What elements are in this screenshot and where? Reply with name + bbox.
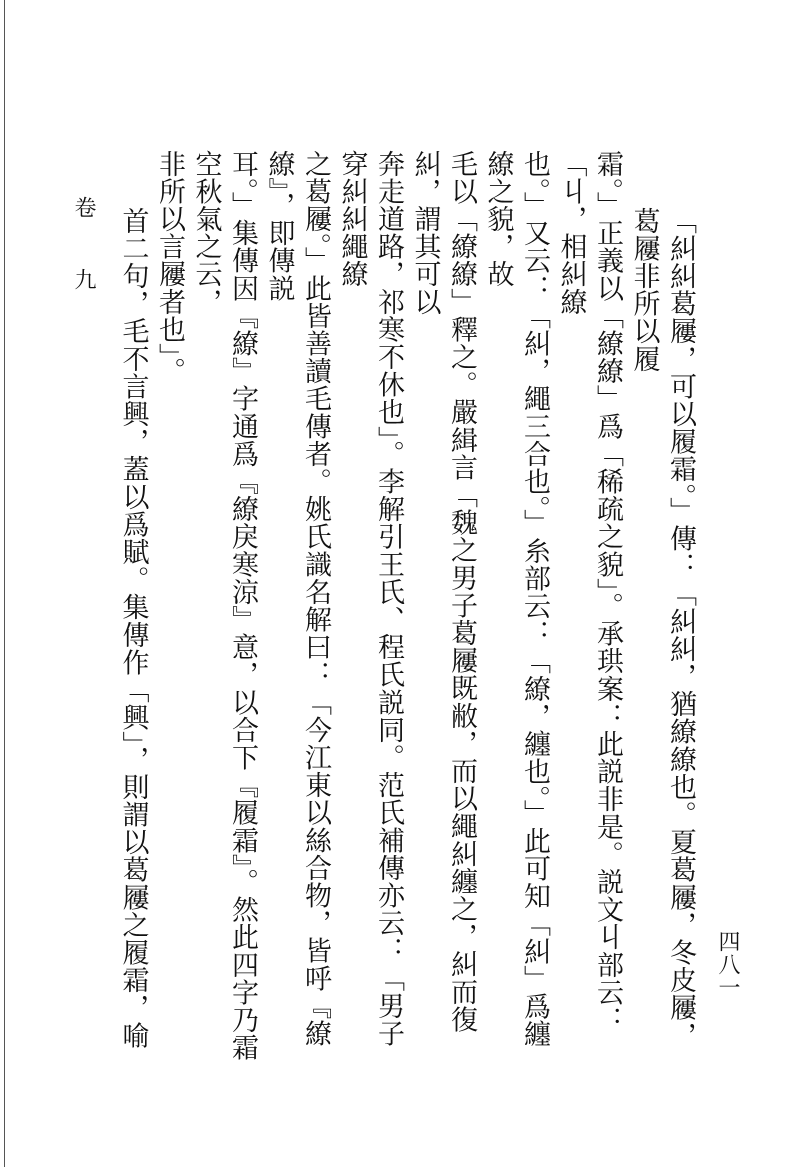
- page-edge-rule: [4, 0, 5, 1167]
- page-number: 四八一: [715, 930, 740, 999]
- text-column: 之葛屨。」此皆善讀毛傳者。姚氏識名解曰：「今江東以絲合物，皆呼『繚繚』，即傳説: [263, 150, 331, 1048]
- text-column: 耳。」集傳因『繚』字通爲『繚戾寒涼』意，以合下『履霜』。然此四字乃霜空秋氣之云，: [190, 150, 258, 1062]
- text-column: 非所以言屨者也」。: [154, 150, 185, 385]
- text-column: 奔走道路，祁寒不休也」。李解引王氏、程氏説同。范氏補傳亦云：「男子穿糾糾繩繚: [336, 150, 404, 1048]
- text-column: 霜。」正義以「繚繚」爲「稀疏之貌」。承珙案：此説非是。説文丩部云：「丩，相糾繚: [555, 150, 623, 1034]
- vertical-text-block: [118, 150, 698, 1070]
- text-column: 也。」又云：「糾，繩三合也。」糸部云：「繚，纏也。」此可知「糾」爲纏繚之貌，故: [482, 150, 550, 1048]
- running-head-volume: 卷 九: [71, 196, 96, 304]
- text-column: 首二句，毛不言興，蓋以爲賦。集傳作「興」，則謂以葛屨之履霜，喻: [118, 206, 149, 1049]
- text-column: 「糾糾葛屨，可以履霜。」傳：「糾糾，猶繚繚也。夏葛屨，冬皮屨，葛屨非所以履: [628, 206, 696, 1049]
- text-column: 毛以「繚繚」釋之。嚴緝言「魏之男子葛屨既敝，而以繩糾纏之，糾而復糾，謂其可以: [409, 150, 477, 1034]
